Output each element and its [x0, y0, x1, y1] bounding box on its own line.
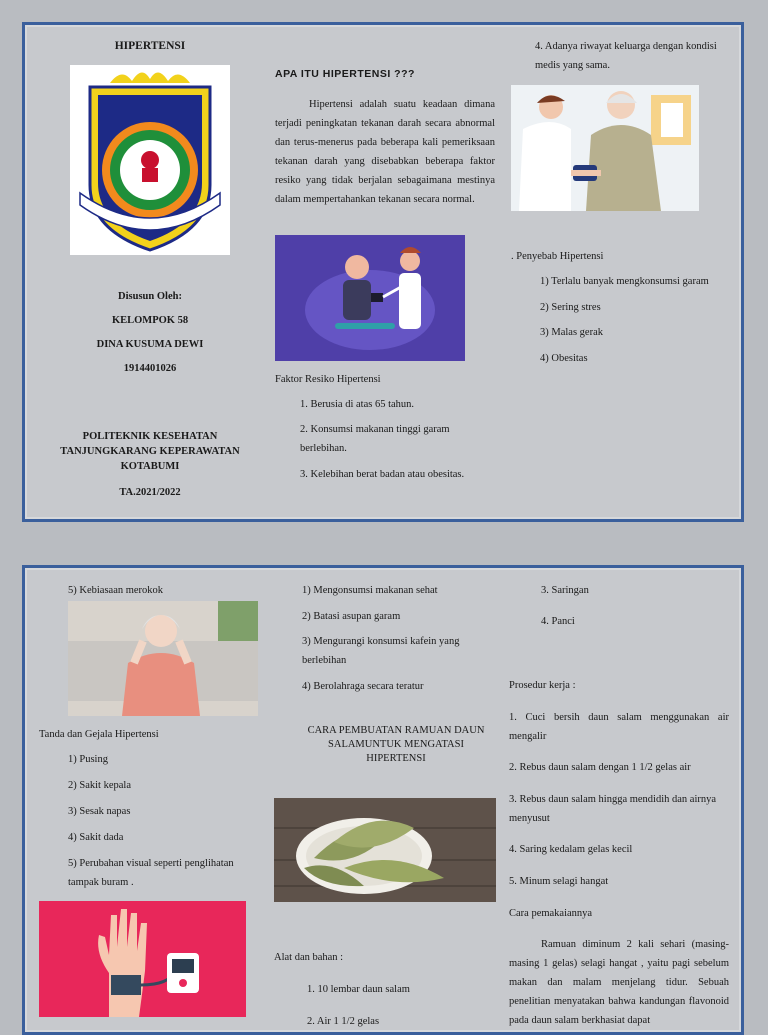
- institution-line-1: POLITEKNIK KESEHATAN: [82, 431, 218, 442]
- author-name: DINA KUSUMA DEWI: [96, 339, 204, 350]
- what-heading: APA ITU HIPERTENSI ???: [275, 68, 415, 80]
- doctor-patient-illustration: [275, 235, 465, 361]
- symptom-item: 5) Perubahan visual seperti penglihatan tampak buram .: [68, 858, 234, 888]
- blood-pressure-monitor-illustration: [39, 901, 246, 1017]
- author-nim: 1914401026: [123, 363, 177, 374]
- institution-line-3: KOTABUMI: [120, 461, 180, 472]
- prevention-item: 1) Mengonsumsi makanan sehat: [302, 585, 438, 596]
- symptom-item: 3) Sesak napas: [68, 806, 131, 817]
- group-name: KELOMPOK 58: [111, 315, 189, 326]
- tool-item: 3. Saringan: [541, 585, 589, 596]
- risk-item: 1. Berusia di atas 65 tahun.: [300, 399, 415, 410]
- tool-item: 1. 10 lembar daun salam: [307, 984, 410, 995]
- history-item: 4. Adanya riwayat keluarga dengan kondisi medis yang sama.: [535, 41, 717, 71]
- prevention-item: 4) Berolahraga secara teratur: [302, 681, 424, 692]
- procedure-step: 3. Rebus daun salam hingga mendidih dan airnya menyusut: [509, 794, 717, 824]
- prevention-item: 3) Mengurangi konsumsi kafein yang berlebihan: [302, 636, 460, 666]
- compiled-by: Disusun Oleh:: [118, 291, 182, 302]
- brochure-front-panel: [22, 22, 744, 522]
- stressed-woman-photo: [68, 601, 258, 716]
- tool-item: 4. Panci: [541, 616, 575, 627]
- prevention-item: 2) Batasi asupan garam: [302, 611, 401, 622]
- procedure-step: 5. Minum selagi hangat: [509, 876, 609, 887]
- recipe-title: CARA PEMBUATAN RAMUAN DAUN SALAMUNTUK MENGATASI HIPERTENSI: [307, 725, 485, 764]
- cause-item: 4) Obesitas: [540, 353, 588, 364]
- symptoms-heading: Tanda dan Gejala Hipertensi: [39, 729, 159, 740]
- procedure-step: 2. Rebus daun salam dengan 1 1/2 gelas air: [509, 762, 691, 773]
- tool-item: 2. Air 1 1/2 gelas: [307, 1016, 380, 1027]
- what-paragraph: Hipertensi adalah suatu keadaan dimana terjadi peningkatan tekanan darah secara abnormal dan terus-menerus pada beberapa kali pemeriksaan tekanan darah yang disebabkan beberapa faktor resiko yang tidak berjalan sebagaimana mestinya dalam mempertahankan tekanan secara normal.: [275, 99, 495, 205]
- polytechnic-logo: [70, 65, 230, 255]
- cause-item: 2) Sering stres: [540, 302, 601, 313]
- symptom-item: 1) Pusing: [68, 754, 108, 765]
- cause-item: 3) Malas gerak: [540, 327, 603, 338]
- procedure-step: 4. Saring kedalam gelas kecil: [509, 844, 633, 855]
- risk-item: 3. Kelebihan berat badan atau obesitas.: [300, 469, 465, 480]
- bay-leaves-photo: [274, 798, 496, 902]
- usage-paragraph: Ramuan diminum 2 kali sehari (masing-masing 1 gelas) selagi hangat , yaitu pagi sebelum makan dan malam menjelang tidur. Sebuah penelitian menyatakan bahwa kandungan flavonoid pada daun salam berkhasiat dapat: [509, 939, 729, 1026]
- causes-heading: . Penyebab Hipertensi: [511, 251, 604, 262]
- usage-heading: Cara pemakaiannya: [509, 908, 593, 919]
- risk-heading: Faktor Resiko Hipertensi: [275, 374, 381, 385]
- risk-item: 2. Konsumsi makanan tinggi garam berlebihan.: [300, 424, 450, 454]
- nurse-blood-pressure-photo: [511, 85, 699, 211]
- symptom-item: 4) Sakit dada: [68, 832, 124, 843]
- brochure-inside-panel: [22, 565, 744, 1035]
- symptom-item: 2) Sakit kepala: [68, 780, 131, 791]
- academic-year: TA.2021/2022: [119, 487, 181, 498]
- tools-heading: Alat dan bahan :: [274, 952, 344, 963]
- institution-line-2: TANJUNGKARANG KEPERAWATAN: [60, 446, 240, 457]
- procedure-step: 1. Cuci bersih daun salam menggunakan air mengalir: [509, 712, 729, 742]
- procedure-heading: Prosedur kerja :: [509, 680, 576, 691]
- cause-item: 1) Terlalu banyak mengkonsumsi garam: [540, 276, 709, 287]
- cause-item: 5) Kebiasaan merokok: [68, 585, 164, 596]
- cover-title: HIPERTENSI: [114, 40, 186, 52]
